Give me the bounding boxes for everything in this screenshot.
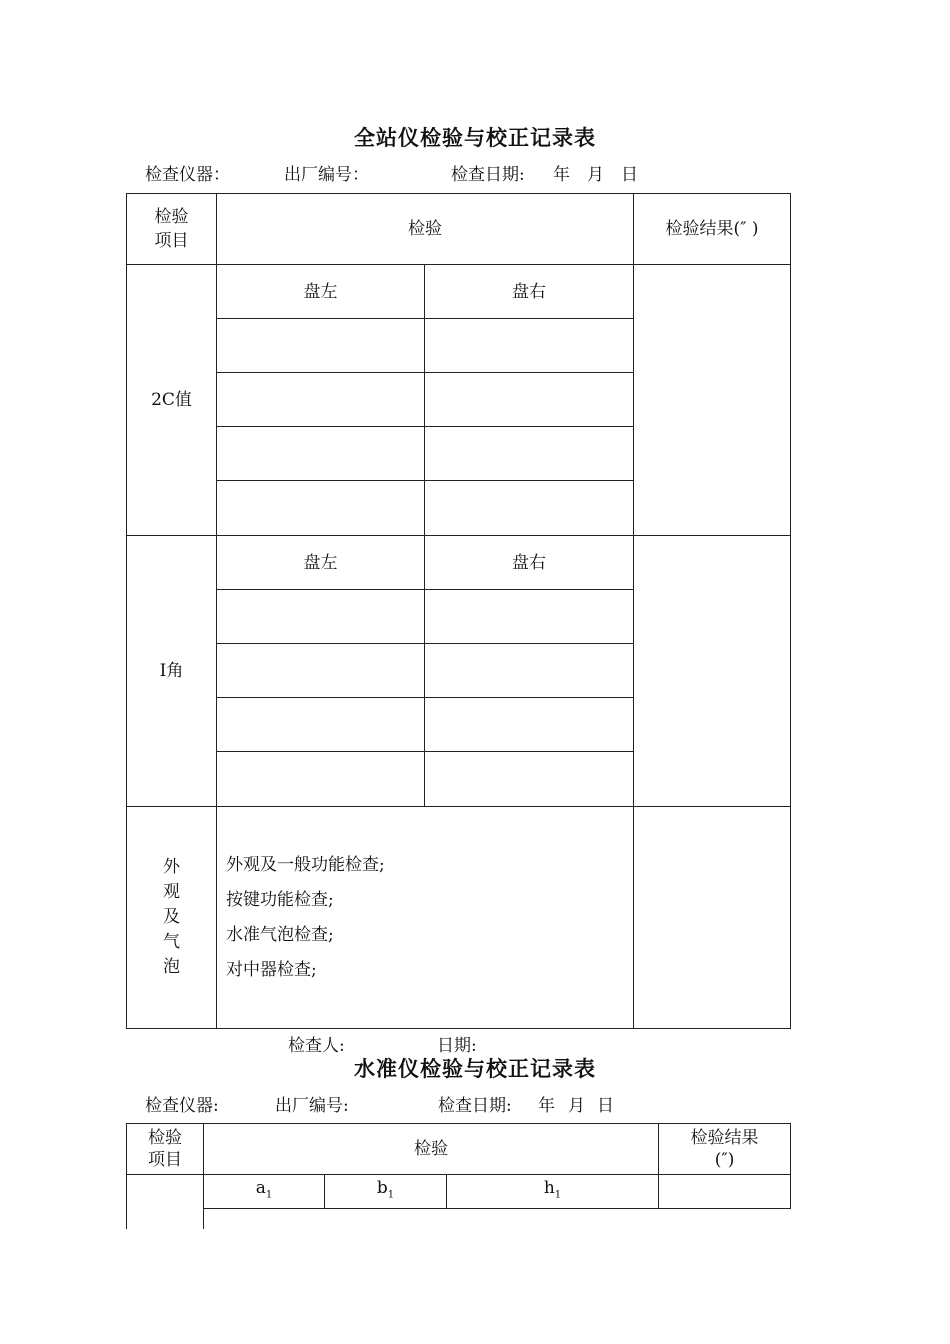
form1-appearance-result-cell[interactable] [634,807,791,1029]
form1-i-label: I角 [127,536,217,807]
form1-2c-left-cell[interactable] [217,373,425,427]
form1-header-row [127,194,791,265]
form2-col-a1: $a_1$ [204,1175,325,1209]
form2-item-cell[interactable] [127,1175,204,1229]
form1-header-item-line1: 检验 [154,207,189,227]
form1-2c-left-cell[interactable] [217,427,425,481]
form1-year-label: 年 [553,165,570,185]
form2-header-result-line1: 检验结果 [690,1128,759,1148]
form1-2c-right-cell[interactable] [425,373,634,427]
form2-col-b1: $b_1$ [325,1175,447,1209]
form1-i-left-cell[interactable] [217,644,425,698]
table-row [127,1209,791,1229]
form1-2c-left-header: 盘左 [217,265,425,319]
form1-title: 全站仪检验与校正记录表 [354,126,596,150]
form1-i-right-cell[interactable] [425,590,634,644]
form2-header-result [659,1124,791,1175]
form1-appearance-row [127,807,791,1029]
form2-day-label: 日 [597,1096,614,1116]
form1-i-left-cell[interactable] [217,590,425,644]
form1-i-left-cell[interactable] [217,752,425,807]
form1-appearance-item: 对中器检查; [226,959,317,980]
form1-2c-right-cell[interactable] [425,481,634,536]
form1-appearance-label-char: 外 [163,857,180,877]
form2-header-row [127,1124,791,1175]
form2-column-row [127,1175,791,1209]
form2-header-item-line1: 检验 [148,1128,182,1148]
form1-2c-label: 2C值 [127,265,217,536]
form1-2c-right-header: 盘右 [425,265,634,319]
form1-appearance-label [127,807,217,1029]
form1-2c-left-cell[interactable] [217,319,425,373]
form1-2c-right-cell[interactable] [425,319,634,373]
form1-i-result-cell[interactable] [634,536,791,807]
form1-date-label: 检查日期: [451,165,525,185]
form1-appearance-label-char: 观 [163,882,180,902]
form1-i-header-row [127,536,791,590]
form2-header-item-line2: 项目 [148,1150,182,1170]
form1-i-right-cell[interactable] [425,752,634,807]
form1-footer-date-label: 日期: [437,1036,477,1056]
form1-header-result: 检验结果(″ ) [634,194,791,265]
form2-serial-label: 出厂编号: [275,1096,349,1116]
form2-header-check: 检验 [204,1124,659,1175]
form1-appearance-item: 水准气泡检查; [226,924,334,945]
form1-inspector-label: 检查人: [288,1036,345,1056]
form1-header-check: 检验 [217,194,634,265]
form2-header-result-line2: (″) [714,1150,735,1170]
form1-header-item-line2: 项目 [154,231,189,251]
form1-2c-left-cell[interactable] [217,481,425,536]
form1-month-label: 月 [587,165,604,185]
form1-appearance-label-char: 气 [163,932,180,952]
form1-2c-right-cell[interactable] [425,427,634,481]
form2-instrument-label: 检查仪器: [145,1096,219,1116]
form2-col-h1: $h_1$ [447,1175,659,1209]
form2-date-label: 检查日期: [438,1096,512,1116]
form2-month-label: 月 [568,1096,585,1116]
form1-appearance-item: 按键功能检查; [226,889,334,910]
form1-2c-header-row [127,265,791,319]
form1-i-right-cell[interactable] [425,698,634,752]
form2-data-cell[interactable] [204,1209,791,1229]
form1-serial-label: 出厂编号： [284,165,369,185]
form1-appearance-items [217,807,634,1029]
form1-i-left-header: 盘左 [217,536,425,590]
form1-2c-result-cell[interactable] [634,265,791,536]
form1-i-right-cell[interactable] [425,644,634,698]
form2-year-label: 年 [538,1096,555,1116]
form1-i-left-cell[interactable] [217,698,425,752]
form1-appearance-label-char: 及 [163,907,180,927]
form1-day-label: 日 [621,165,638,185]
form2-header-item [127,1124,204,1175]
form2-result-cell[interactable] [659,1175,791,1209]
form2-title: 水准仪检验与校正记录表 [354,1057,596,1081]
form1-instrument-label: 检查仪器： [145,165,230,185]
form1-header-item [127,194,217,265]
form2-table [126,1123,791,1229]
form1-appearance-label-char: 泡 [163,957,180,977]
form1-appearance-item: 外观及一般功能检查; [226,854,385,875]
form1-table [126,193,791,1029]
form1-i-right-header: 盘右 [425,536,634,590]
